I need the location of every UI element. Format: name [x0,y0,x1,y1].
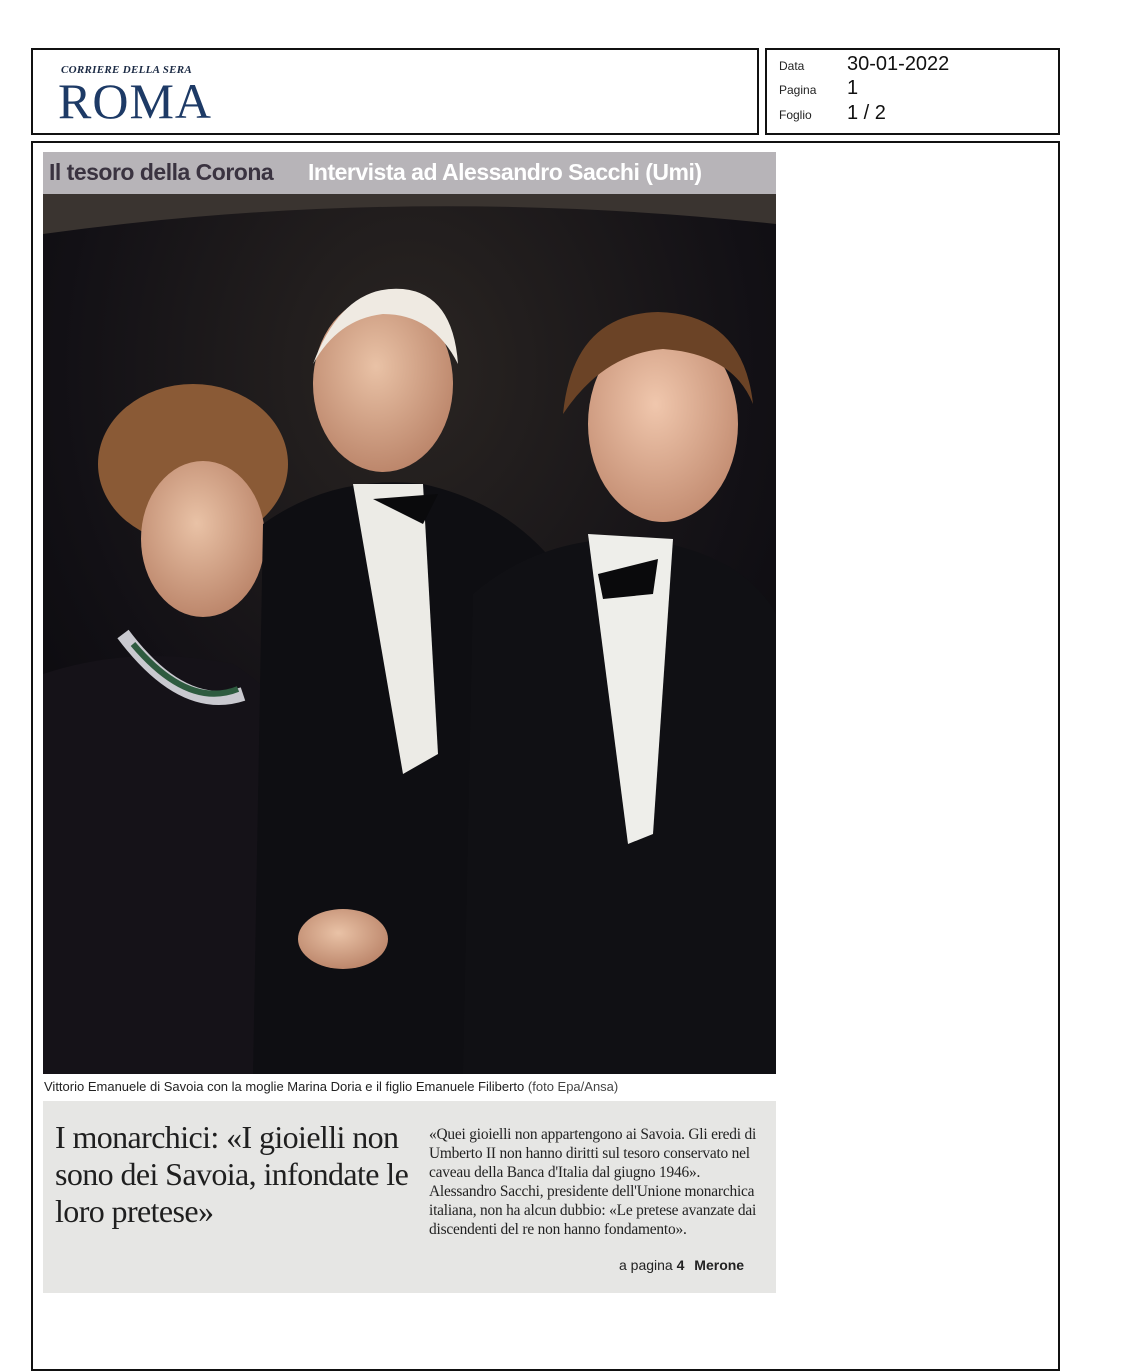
foglio-label: Foglio [779,108,812,122]
page-jump [619,1257,744,1273]
jump-page: 4 [676,1257,685,1273]
foglio-value: 1 / 2 [847,102,886,124]
article-photo [43,194,776,1074]
caption-text: Vittorio Emanuele di Savoia con la moglie Marina Doria e il figlio Emanuele Filiberto [44,1079,525,1094]
masthead-box [31,48,759,135]
kicker-section: Il tesoro della Corona [49,159,274,185]
author-name: Merone [694,1257,745,1273]
story-box [43,1101,776,1293]
pagina-value: 1 [847,77,859,99]
summary-text: «Quei gioielli non appartengono ai Savoia. Gli eredi di Umberto II non hanno diritti sul tesoro conservato nel caveau della Banca d'Italia dal giugno 1946». Alessandro Sacchi, presidente dell'Unione monarchica italiana, non ha alcun dubbio: «Le pretese avanzate dai discendenti del re non hanno fondamento». [429,1126,757,1238]
meta-box [765,48,1060,135]
jump-prefix: a pagina [619,1257,673,1273]
data-value: 30-01-2022 [847,53,950,75]
photo-caption [44,1079,618,1094]
pagina-label: Pagina [779,83,817,97]
kicker-title: Intervista ad Alessandro Sacchi (Umi) [308,159,702,185]
kicker-bar [43,152,776,194]
publication-title: ROMA [58,73,213,129]
headline: I monarchici: «I gioielli non sono dei Savoia, infondate le loro pretese» [55,1119,409,1229]
photo-credit: (foto Epa/Ansa) [527,1079,619,1094]
publication-sub: CORRIERE DELLA SERA [61,64,193,76]
data-label: Data [779,59,805,73]
